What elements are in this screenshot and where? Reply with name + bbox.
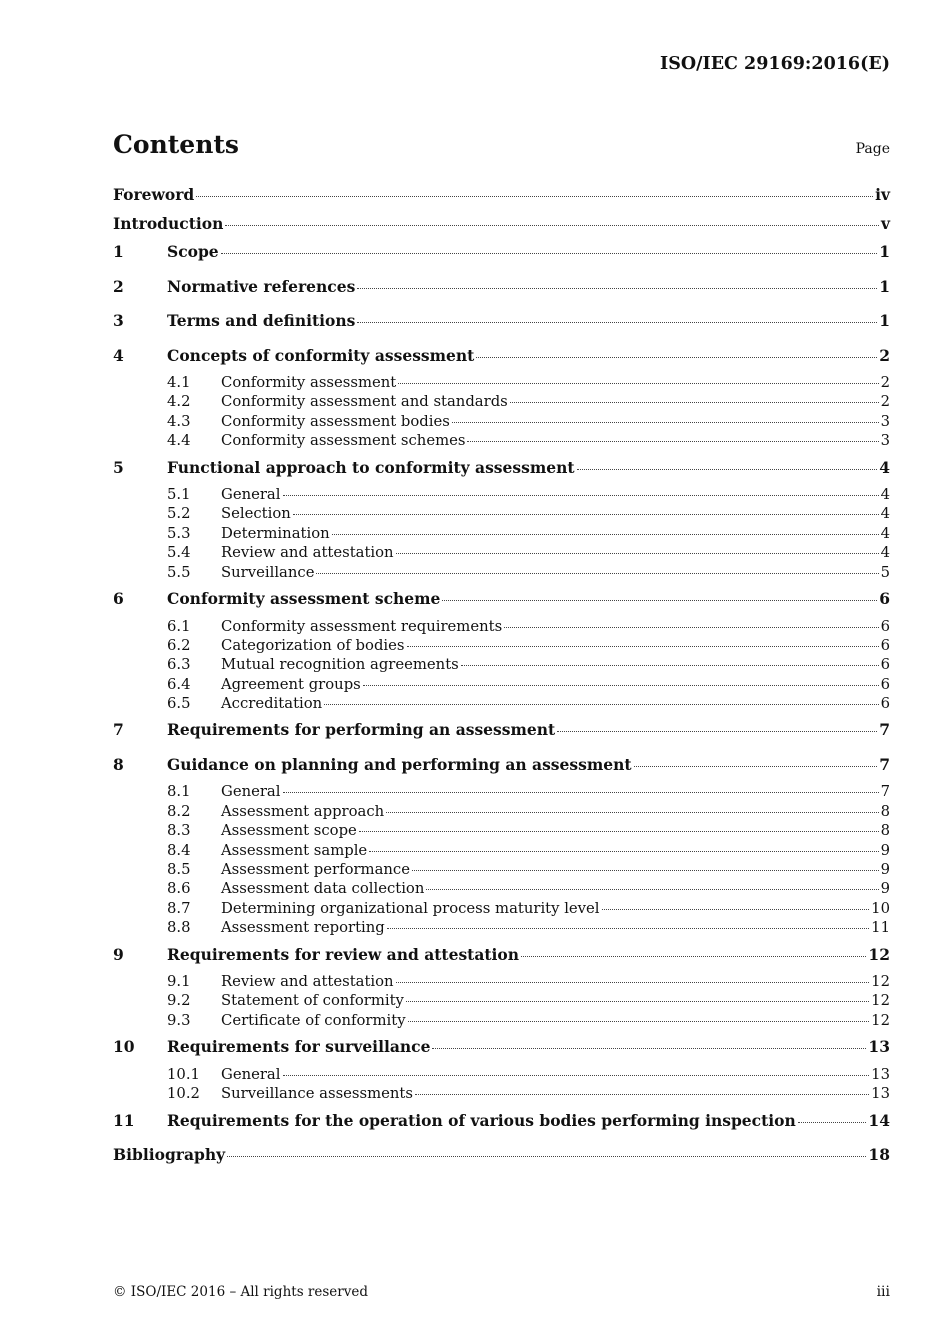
toc-entry-title: Assessment approach bbox=[221, 802, 385, 820]
dot-leader bbox=[324, 704, 878, 705]
dot-leader bbox=[196, 196, 873, 197]
dot-leader bbox=[396, 982, 870, 983]
toc-entry-number: 8.4 bbox=[167, 841, 191, 859]
toc-entry-page: iv bbox=[875, 185, 890, 204]
toc-entry-page: 3 bbox=[880, 432, 890, 450]
toc-entry-number: 1 bbox=[113, 242, 124, 261]
page-footer bbox=[113, 1284, 890, 1300]
toc-entry-number: 3 bbox=[113, 311, 124, 330]
toc-entry-number: 8.7 bbox=[167, 899, 191, 917]
dot-leader bbox=[283, 792, 879, 793]
dot-leader bbox=[407, 646, 879, 647]
toc-entry-page: 13 bbox=[868, 1037, 890, 1057]
dot-leader bbox=[357, 288, 877, 289]
dot-leader bbox=[557, 731, 877, 732]
dot-leader bbox=[634, 766, 878, 767]
toc-entry[interactable] bbox=[113, 783, 890, 802]
toc-entry-title: Requirements for surveillance bbox=[167, 1037, 431, 1057]
toc-entry-title: Functional approach to conformity assessment bbox=[167, 457, 575, 477]
toc-entry-number: 6.2 bbox=[167, 636, 191, 654]
dot-leader bbox=[398, 383, 878, 384]
toc-entry-title: Guidance on planning and performing an assessment bbox=[167, 754, 632, 774]
table-of-contents bbox=[113, 185, 890, 1174]
toc-entry-page: 2 bbox=[880, 374, 890, 391]
toc-entry[interactable] bbox=[113, 564, 890, 583]
dot-leader bbox=[476, 357, 877, 358]
toc-entry[interactable] bbox=[113, 413, 890, 432]
toc-entry-page: 6 bbox=[879, 589, 890, 609]
dot-leader bbox=[504, 627, 878, 628]
dot-leader bbox=[602, 909, 870, 910]
toc-entry-page: 7 bbox=[879, 720, 890, 740]
toc-entry-number: 8 bbox=[113, 754, 124, 774]
toc-entry-number: 8.3 bbox=[167, 822, 191, 840]
toc-entry-page: 6 bbox=[880, 636, 890, 654]
toc-entry-number: 4.3 bbox=[167, 412, 191, 430]
dot-leader bbox=[386, 812, 878, 813]
toc-entry[interactable] bbox=[113, 618, 890, 637]
toc-entry-page: 12 bbox=[871, 992, 890, 1010]
toc-entry-title: Conformity assessment scheme bbox=[167, 589, 441, 609]
toc-entry-title: Conformity assessment schemes bbox=[221, 432, 466, 450]
toc-entry-number: 10.1 bbox=[167, 1065, 200, 1083]
dot-leader bbox=[461, 665, 879, 666]
toc-entry-page: 9 bbox=[880, 841, 890, 859]
toc-entry-number: 6.5 bbox=[167, 695, 191, 713]
toc-entry-number: 6.3 bbox=[167, 656, 191, 674]
toc-entry[interactable] bbox=[113, 1066, 890, 1085]
toc-entry[interactable] bbox=[113, 486, 890, 505]
toc-entry-number: 5.4 bbox=[167, 544, 191, 562]
dot-leader bbox=[283, 1075, 870, 1076]
toc-entry[interactable] bbox=[113, 1012, 890, 1031]
toc-entry-number: 11 bbox=[113, 1110, 135, 1130]
dot-leader bbox=[798, 1122, 867, 1123]
toc-entry-title: Assessment scope bbox=[221, 822, 357, 840]
toc-entry-page: 9 bbox=[880, 861, 890, 879]
dot-leader bbox=[363, 685, 879, 686]
toc-entry-page: 12 bbox=[871, 973, 890, 991]
dot-leader bbox=[332, 534, 879, 535]
toc-entry[interactable] bbox=[113, 1037, 890, 1066]
contents-header bbox=[113, 130, 890, 159]
toc-entry-page: 9 bbox=[880, 880, 890, 898]
dot-leader bbox=[293, 514, 879, 515]
toc-entry-title: Surveillance bbox=[221, 563, 315, 581]
dot-leader bbox=[577, 469, 878, 470]
toc-entry-title: Determining organizational process maturity level bbox=[221, 899, 600, 917]
dot-leader bbox=[408, 1021, 870, 1022]
toc-entry[interactable] bbox=[113, 695, 890, 714]
toc-entry[interactable] bbox=[113, 432, 890, 451]
dot-leader bbox=[426, 889, 878, 890]
toc-entry-number: 9.2 bbox=[167, 992, 191, 1010]
toc-entry-title: General bbox=[221, 1065, 281, 1083]
toc-entry-page: 4 bbox=[880, 505, 890, 523]
toc-entry[interactable] bbox=[113, 185, 890, 214]
toc-entry-page: v bbox=[880, 213, 890, 233]
toc-entry-page: 8 bbox=[880, 822, 890, 840]
toc-entry-title: Assessment performance bbox=[221, 861, 410, 879]
toc-entry-title: Requirements for performing an assessment bbox=[167, 720, 556, 740]
toc-entry[interactable] bbox=[113, 505, 890, 524]
toc-entry-page: 1 bbox=[879, 242, 890, 261]
toc-entry-number: 5.5 bbox=[167, 563, 191, 581]
toc-entry[interactable] bbox=[113, 919, 890, 938]
toc-entry-number: 9.1 bbox=[167, 973, 191, 991]
toc-entry-page: 6 bbox=[880, 656, 890, 674]
toc-entry[interactable] bbox=[113, 393, 890, 412]
page-column-label: Page bbox=[855, 141, 890, 157]
toc-entry[interactable] bbox=[113, 755, 890, 784]
toc-entry-page: 4 bbox=[880, 544, 890, 562]
toc-entry-page: 7 bbox=[879, 754, 890, 774]
toc-entry-title: Normative references bbox=[167, 276, 356, 296]
toc-entry-number: 9.3 bbox=[167, 1011, 191, 1029]
document-identifier: ISO/IEC 29169:2016(E) bbox=[660, 54, 890, 74]
toc-entry-title: Conformity assessment requirements bbox=[221, 617, 503, 635]
toc-entry-number: 4.4 bbox=[167, 432, 191, 450]
toc-entry-title: Requirements for the operation of various bodies performing inspection bbox=[167, 1110, 796, 1130]
toc-entry-title: Certificate of conformity bbox=[221, 1011, 406, 1029]
toc-entry-number: 8.2 bbox=[167, 802, 191, 820]
toc-entry-number: 5 bbox=[113, 457, 124, 477]
toc-entry-page: 4 bbox=[880, 486, 890, 504]
toc-entry-title: Surveillance assessments bbox=[221, 1085, 413, 1103]
toc-entry-title: Assessment sample bbox=[221, 841, 368, 859]
toc-entry[interactable] bbox=[113, 277, 890, 306]
dot-leader bbox=[432, 1048, 866, 1049]
toc-entry[interactable] bbox=[113, 458, 890, 487]
toc-entry-title: General bbox=[221, 486, 281, 504]
toc-entry-number: 6.1 bbox=[167, 617, 191, 635]
toc-entry-title: Requirements for review and attestation bbox=[167, 944, 520, 964]
toc-entry[interactable] bbox=[113, 346, 890, 375]
toc-entry-number: 8.5 bbox=[167, 861, 191, 879]
toc-entry[interactable] bbox=[113, 1145, 890, 1174]
dot-leader bbox=[452, 422, 879, 423]
toc-entry-title: Bibliography bbox=[113, 1145, 226, 1165]
dot-leader bbox=[415, 1094, 869, 1095]
toc-entry-page: 6 bbox=[880, 675, 890, 693]
toc-entry[interactable] bbox=[113, 374, 890, 393]
page-title: Contents bbox=[113, 130, 240, 159]
toc-entry-title: Terms and definitions bbox=[167, 311, 356, 330]
toc-entry-number: 7 bbox=[113, 720, 124, 740]
toc-entry[interactable] bbox=[113, 544, 890, 563]
toc-entry-number: 10.2 bbox=[167, 1085, 200, 1103]
toc-entry-page: 18 bbox=[868, 1145, 890, 1165]
dot-leader bbox=[387, 928, 869, 929]
toc-entry[interactable] bbox=[113, 880, 890, 899]
toc-entry-title: General bbox=[221, 783, 281, 801]
toc-entry-page: 2 bbox=[879, 345, 890, 365]
toc-entry-page: 5 bbox=[880, 563, 890, 581]
toc-entry-page: 11 bbox=[871, 919, 890, 937]
toc-entry-title: Introduction bbox=[113, 213, 224, 233]
toc-entry[interactable] bbox=[113, 656, 890, 675]
dot-leader bbox=[369, 851, 878, 852]
toc-entry-title: Statement of conformity bbox=[221, 992, 404, 1010]
toc-entry-page: 4 bbox=[880, 524, 890, 542]
toc-entry-page: 6 bbox=[880, 617, 890, 635]
dot-leader bbox=[406, 1001, 869, 1002]
toc-entry[interactable] bbox=[113, 720, 890, 749]
toc-entry-title: Foreword bbox=[113, 185, 195, 204]
toc-entry-title: Scope bbox=[167, 242, 219, 261]
toc-entry-page: 12 bbox=[868, 944, 890, 964]
toc-entry-page: 13 bbox=[871, 1065, 890, 1083]
toc-entry-number: 4 bbox=[113, 345, 124, 365]
toc-entry-number: 10 bbox=[113, 1037, 135, 1057]
dot-leader bbox=[396, 553, 879, 554]
toc-entry-number: 4.1 bbox=[167, 374, 191, 391]
toc-entry-page: 6 bbox=[880, 695, 890, 713]
toc-entry-number: 5.1 bbox=[167, 486, 191, 504]
toc-entry-number: 5.2 bbox=[167, 505, 191, 523]
toc-entry-number: 8.8 bbox=[167, 919, 191, 937]
toc-entry[interactable] bbox=[113, 1085, 890, 1104]
dot-leader bbox=[316, 573, 878, 574]
toc-entry[interactable] bbox=[113, 525, 890, 544]
toc-entry-page: 1 bbox=[879, 276, 890, 296]
dot-leader bbox=[225, 225, 879, 226]
toc-entry-title: Accreditation bbox=[221, 695, 323, 713]
dot-leader bbox=[227, 1156, 866, 1157]
toc-entry[interactable] bbox=[113, 861, 890, 880]
dot-leader bbox=[221, 253, 878, 254]
toc-entry[interactable] bbox=[113, 945, 890, 974]
toc-entry-number: 8.6 bbox=[167, 880, 191, 898]
toc-entry-title: Review and attestation bbox=[221, 544, 394, 562]
toc-entry-title: Conformity assessment bbox=[221, 374, 397, 391]
toc-entry-page: 13 bbox=[871, 1085, 890, 1103]
toc-entry-page: 1 bbox=[879, 311, 890, 330]
toc-entry[interactable] bbox=[113, 822, 890, 841]
toc-entry-title: Selection bbox=[221, 505, 291, 523]
toc-entry-page: 12 bbox=[871, 1011, 890, 1029]
dot-leader bbox=[359, 831, 879, 832]
toc-entry[interactable] bbox=[113, 973, 890, 992]
dot-leader bbox=[283, 495, 879, 496]
toc-entry-page: 14 bbox=[868, 1110, 890, 1130]
toc-entry[interactable] bbox=[113, 637, 890, 656]
toc-entry-title: Mutual recognition agreements bbox=[221, 656, 459, 674]
toc-entry-title: Conformity assessment bodies bbox=[221, 412, 450, 430]
toc-entry-title: Concepts of conformity assessment bbox=[167, 345, 475, 365]
toc-entry-title: Assessment reporting bbox=[221, 919, 385, 937]
dot-leader bbox=[521, 956, 866, 957]
toc-entry-title: Categorization of bodies bbox=[221, 636, 405, 654]
toc-entry-number: 9 bbox=[113, 944, 124, 964]
toc-entry-number: 6 bbox=[113, 589, 124, 609]
toc-entry-number: 8.1 bbox=[167, 783, 191, 801]
toc-entry-title: Agreement groups bbox=[221, 675, 361, 693]
toc-entry-number: 6.4 bbox=[167, 675, 191, 693]
toc-entry[interactable] bbox=[113, 1111, 890, 1140]
toc-entry-page: 3 bbox=[880, 412, 890, 430]
toc-entry-title: Review and attestation bbox=[221, 973, 394, 991]
dot-leader bbox=[467, 441, 878, 442]
toc-entry-page: 2 bbox=[880, 393, 890, 411]
toc-entry-page: 4 bbox=[879, 457, 890, 477]
toc-entry-page: 8 bbox=[880, 802, 890, 820]
page-number: iii bbox=[876, 1284, 890, 1300]
dot-leader bbox=[442, 600, 877, 601]
toc-entry[interactable] bbox=[113, 900, 890, 919]
toc-entry-number: 4.2 bbox=[167, 393, 191, 411]
toc-entry[interactable] bbox=[113, 214, 890, 243]
toc-entry-title: Conformity assessment and standards bbox=[221, 393, 508, 411]
toc-entry[interactable] bbox=[113, 589, 890, 618]
toc-entry[interactable] bbox=[113, 676, 890, 695]
toc-entry-title: Assessment data collection bbox=[221, 880, 425, 898]
toc-entry-title: Determination bbox=[221, 524, 330, 542]
dot-leader bbox=[412, 870, 879, 871]
toc-entry-number: 2 bbox=[113, 276, 124, 296]
toc-entry-number: 5.3 bbox=[167, 524, 191, 542]
toc-entry[interactable] bbox=[113, 842, 890, 861]
dot-leader bbox=[357, 322, 877, 323]
toc-entry[interactable] bbox=[113, 992, 890, 1011]
toc-entry[interactable] bbox=[113, 803, 890, 822]
toc-entry-page: 10 bbox=[871, 899, 890, 917]
toc-entry[interactable] bbox=[113, 242, 890, 271]
copyright-notice: © ISO/IEC 2016 – All rights reserved bbox=[113, 1284, 368, 1300]
toc-entry-page: 7 bbox=[880, 783, 890, 801]
toc-entry[interactable] bbox=[113, 311, 890, 340]
dot-leader bbox=[510, 402, 879, 403]
